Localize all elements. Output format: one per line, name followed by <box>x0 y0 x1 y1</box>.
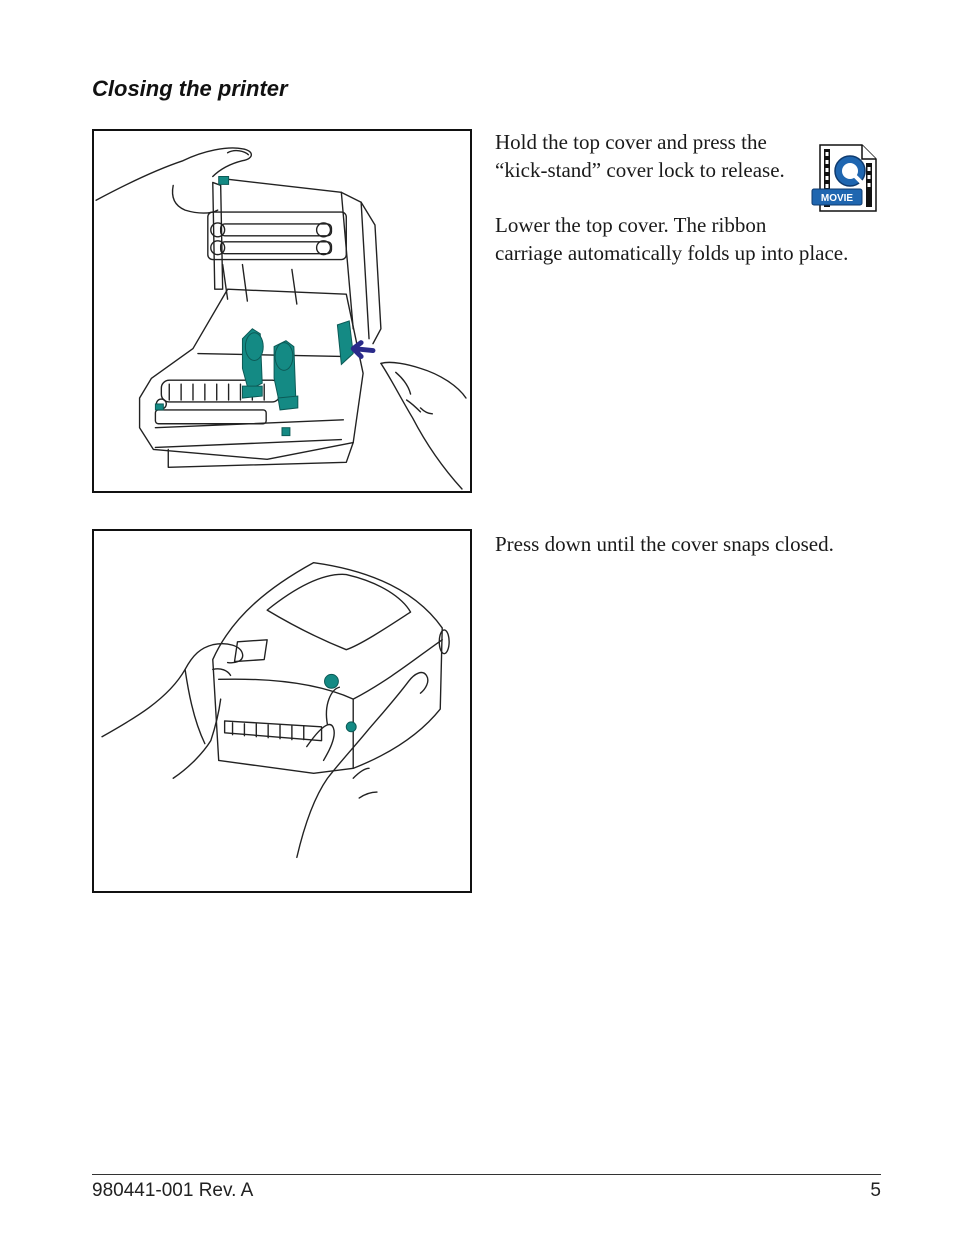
step-hold-cover-instruction <box>495 128 785 184</box>
page-number: 5 <box>870 1180 881 1201</box>
page-title: Closing the printer <box>92 76 288 101</box>
closing-printer-illustration <box>92 529 472 893</box>
instruction-line: carriage automatically folds up into place. <box>495 241 849 265</box>
open-printer-illustration <box>92 129 472 493</box>
closing-printer-drawing <box>94 531 470 891</box>
step-press-down-instruction <box>495 530 834 558</box>
instruction-line: Lower the top cover. The ribbon <box>495 213 767 237</box>
instruction-line: “kick-stand” cover lock to release. <box>495 158 785 182</box>
step-lower-cover-instruction <box>495 211 848 267</box>
footer-divider <box>92 1174 881 1175</box>
open-printer-drawing <box>94 131 470 491</box>
movie-icon-label: MOVIE <box>820 193 854 204</box>
instruction-line: Press down until the cover snaps closed. <box>495 532 834 556</box>
document-number: 980441-001 Rev. A <box>92 1180 254 1201</box>
movie-icon[interactable] <box>810 143 878 213</box>
instruction-line: Hold the top cover and press the <box>495 130 767 154</box>
